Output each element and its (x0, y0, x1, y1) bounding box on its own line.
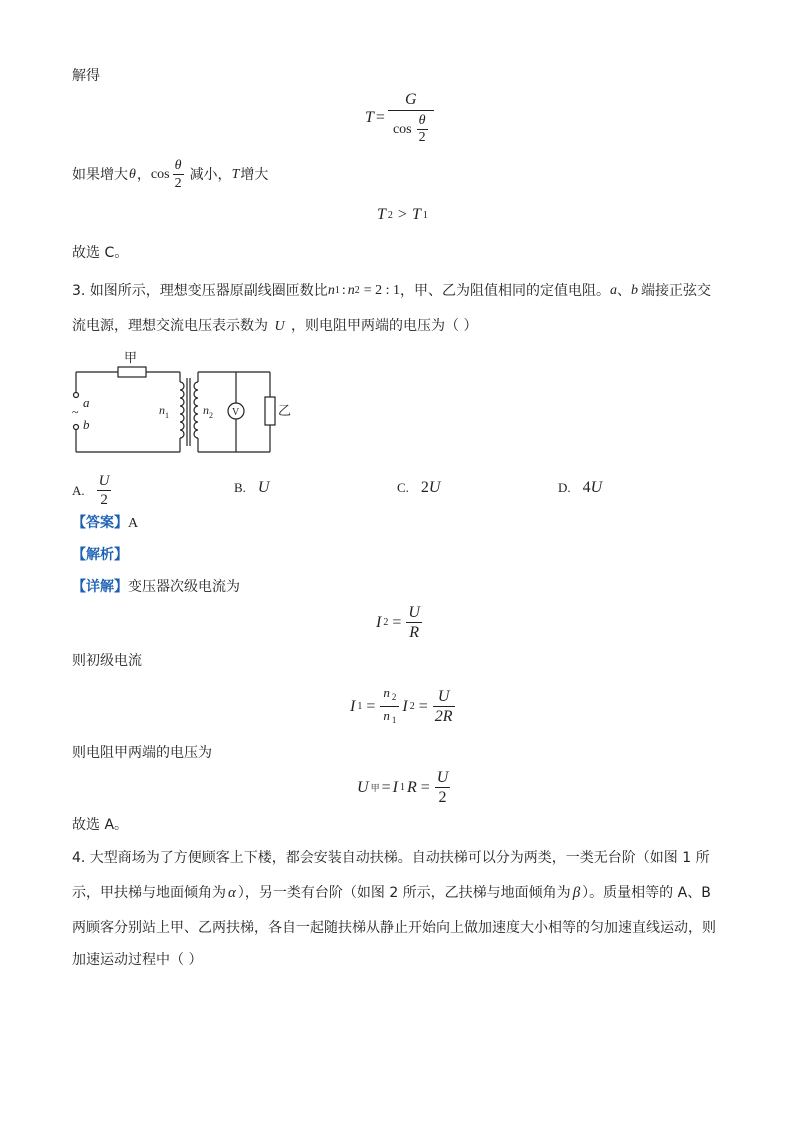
detail-line (72, 577, 240, 597)
option-label: A. (72, 482, 85, 498)
eq-symbol: n (347, 283, 355, 298)
q3-stem-line2 (72, 316, 477, 337)
eq-operator: = (381, 778, 391, 796)
eq-operator: = (366, 697, 376, 715)
cos-text: cos (392, 121, 412, 137)
q4-stem-line4: 加速运动过程中（ ） (72, 952, 203, 968)
subscript: 1 (422, 209, 428, 221)
text-fragment: 端接正弦交 (641, 283, 711, 299)
choice-a: 故选 A。 (72, 817, 129, 833)
half-theta-fraction (416, 113, 429, 146)
q4-stem-line3: 两顾客分别站上甲、乙两扶梯，各自一起随扶梯从静止开始向上做加速度大小相等的匀加速直线运动，则 (72, 920, 716, 936)
terminal-b-dot (74, 425, 79, 430)
eq-symbol: U (357, 778, 369, 796)
subscript: 2 (354, 285, 360, 296)
text-fragment: ， (136, 166, 151, 183)
label-b: b (83, 417, 90, 432)
text-fragment: 增大 (240, 166, 269, 183)
tension-symbol: T (231, 166, 240, 182)
subscript: 2 (387, 209, 393, 221)
option-coefficient: 4 (582, 479, 591, 496)
fraction-denominator: 2R (434, 708, 453, 725)
label-n2: n (203, 403, 209, 417)
text-fragment: 流电源，理想交流电压表示数为 (72, 318, 268, 334)
subscript: 2 (383, 617, 389, 628)
text-fragment: 示，甲扶梯与地面倾角为 (72, 885, 226, 901)
fraction-numerator: θ (174, 158, 182, 173)
text-fragment: 、 (617, 283, 631, 299)
subscript: 甲 (370, 784, 380, 794)
eq-operator: > (397, 206, 407, 223)
label-jia: 甲 (124, 351, 138, 366)
subscript: 2 (409, 701, 415, 712)
eq-symbol: I (402, 697, 408, 715)
option-label: C. (397, 480, 409, 495)
secondary-coil (194, 382, 198, 438)
turns-ratio (328, 281, 400, 301)
eq-symbol: I (392, 778, 398, 796)
subscript: 1 (357, 701, 363, 712)
equation-voltage (356, 768, 452, 807)
fraction-denominator: 2 (418, 130, 426, 145)
option-label: B. (234, 480, 246, 495)
text-fragment: ），另一类有台阶（如图 2 所示，乙扶梯与地面倾角为 (237, 885, 571, 901)
answer-label: 【答案】 (72, 515, 128, 531)
subscript: 2 (391, 692, 397, 702)
eq-symbol: T (411, 206, 421, 223)
voltage-symbol: U (274, 319, 285, 334)
voltage-text: 则电阻甲两端的电压为 (72, 745, 212, 761)
q4-stem-line1: 4. 大型商场为了方便顾客上下楼，都会安装自动扶梯。自动扶梯可以分为两类，一类无台阶（如图 1 所 (72, 850, 710, 866)
option-a[interactable] (72, 472, 111, 509)
equation-primary-current (349, 684, 457, 729)
eq-operator: : (341, 283, 346, 298)
eq-symbol: R (406, 778, 417, 796)
text-fragment: ）。质量相等的 A、B (582, 885, 711, 901)
increase-statement (72, 157, 268, 192)
option-a-fraction (97, 472, 112, 509)
fraction-denominator (380, 706, 399, 729)
text-fragment: 如果增大 (72, 166, 128, 183)
turns-fraction (379, 684, 400, 729)
equation-secondary-current (375, 603, 424, 642)
subscript: 1 (399, 782, 405, 793)
solution-heading: 解得 (72, 68, 100, 84)
eq-symbol: T (365, 109, 374, 126)
label-n2-sub: 2 (209, 411, 213, 420)
eq-symbol: n (383, 708, 390, 723)
option-value: U (590, 479, 603, 496)
answer-line (72, 513, 138, 534)
fraction-denominator: R (406, 622, 422, 642)
fraction-numerator: U (98, 473, 110, 489)
label-n1-sub: 1 (165, 411, 169, 420)
q3-stem-line1 (72, 281, 711, 301)
fraction-numerator (380, 684, 399, 706)
fraction-numerator: U (437, 688, 450, 705)
text-fragment: ，甲、乙为阻值相同的定值电阻。 (400, 283, 610, 299)
fraction (434, 768, 452, 807)
detail-label: 【详解】 (72, 579, 128, 595)
primary-coil (180, 382, 184, 438)
fraction-numerator: U (436, 769, 449, 786)
eq-operator: = (392, 613, 402, 631)
analysis-label: 【解析】 (72, 547, 128, 563)
transformer-circuit-diagram (68, 348, 308, 458)
text-fragment: 减小， (189, 166, 232, 183)
option-c[interactable] (397, 478, 440, 498)
fraction-denominator (388, 110, 434, 146)
text-fragment: 3. 如图所示，理想变压器原副线圈匝数比 (72, 283, 328, 299)
subscript: 1 (334, 285, 340, 296)
primary-current-text: 则初级电流 (72, 653, 142, 669)
option-d[interactable] (558, 478, 602, 498)
label-n1: n (159, 403, 165, 417)
subscript: 1 (391, 715, 397, 725)
text-fragment: ，则电阻甲两端的电压为（ ） (291, 318, 478, 334)
eq-symbol: I (350, 697, 356, 715)
label-yi: 乙 (278, 404, 292, 419)
cos-text: cos (150, 166, 170, 182)
analysis-line (72, 545, 128, 565)
terminal-a: a (610, 283, 617, 298)
fraction-numerator: θ (418, 113, 426, 128)
option-value: U (428, 479, 441, 496)
eq-symbol: n (383, 685, 390, 700)
fraction (405, 603, 423, 642)
ratio-value: = 2 : 1 (363, 283, 400, 298)
fraction (387, 90, 435, 146)
beta-symbol: β (572, 885, 581, 901)
fraction-numerator: G (404, 91, 417, 108)
option-value: U (257, 479, 270, 496)
equation-tension-compare (376, 206, 429, 224)
answer-value: A (128, 516, 139, 531)
choice-c: 故选 C。 (72, 245, 129, 261)
eq-operator: = (418, 697, 428, 715)
ac-source-symbol: ~ (72, 405, 79, 419)
terminal-b: b (631, 283, 638, 298)
option-coefficient: 2 (420, 479, 429, 496)
option-label: D. (558, 480, 571, 495)
eq-symbol: n (327, 283, 335, 298)
q4-stem-line2 (72, 883, 711, 903)
eq-symbol: T (377, 206, 386, 223)
fraction-denominator: 2 (174, 176, 182, 191)
resistor-jia (118, 367, 146, 377)
detail-text: 变压器次级电流为 (128, 579, 240, 595)
eq-operator: = (375, 109, 385, 126)
equation-tension (364, 90, 436, 146)
fraction-denominator: 2 (97, 490, 112, 509)
terminal-a-dot (74, 393, 79, 398)
theta-symbol: θ (129, 166, 136, 182)
fraction-denominator: 2 (435, 787, 451, 807)
half-theta-fraction (173, 157, 184, 192)
option-b[interactable] (234, 478, 269, 498)
fraction (432, 687, 456, 726)
resistor-yi (265, 397, 275, 425)
eq-symbol: I (376, 613, 382, 631)
eq-operator: = (420, 778, 430, 796)
fraction-numerator: U (408, 604, 420, 621)
alpha-symbol: α (228, 885, 236, 901)
voltmeter-label: V (232, 407, 240, 418)
label-a: a (83, 395, 90, 410)
